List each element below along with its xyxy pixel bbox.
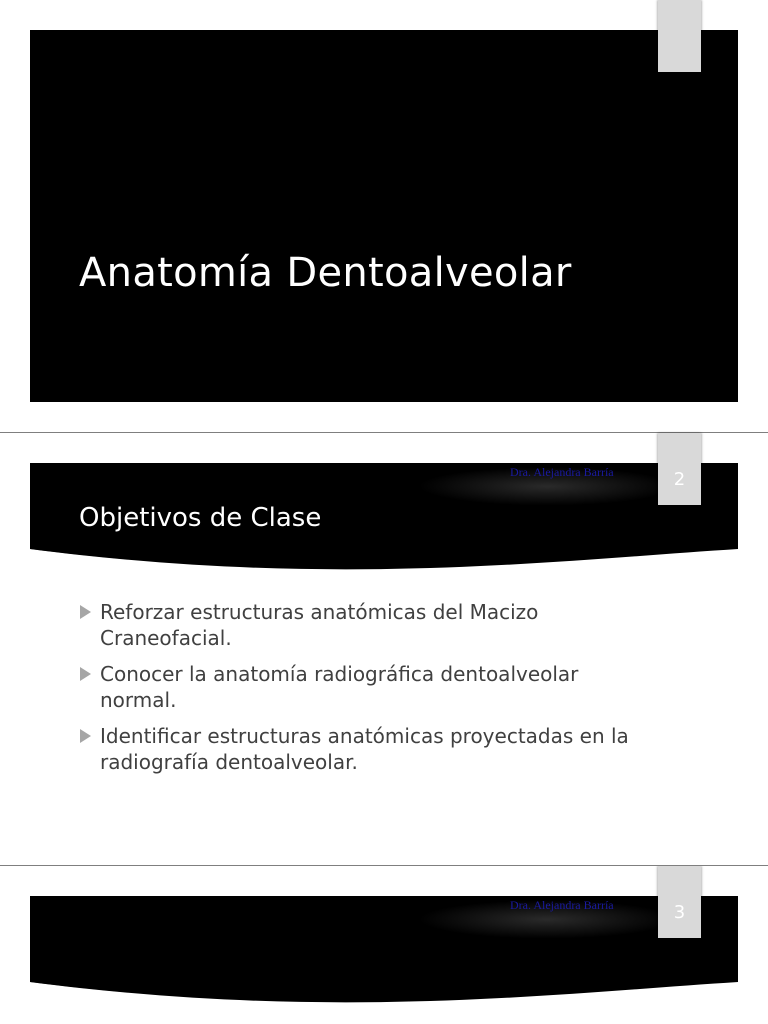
list-item — [80, 599, 640, 651]
author-watermark: Dra. Alejandra Barría — [510, 465, 614, 479]
slide-3 — [0, 866, 768, 1024]
slide-number: 2 — [673, 469, 686, 490]
presentation-title: Anatomía Dentoalveolar — [79, 250, 572, 296]
bullet-arrow-icon — [80, 729, 91, 743]
bullet-text: Conocer la anatomía radiográfica dentoalveolar normal. — [100, 662, 579, 712]
slide-number: 3 — [673, 902, 686, 923]
slide-2 — [0, 433, 768, 865]
title-slide-background — [30, 30, 738, 402]
list-item — [80, 661, 640, 713]
slide-number-tab — [658, 0, 701, 72]
bullet-arrow-icon — [80, 605, 91, 619]
bullet-text: Identificar estructuras anatómicas proyectadas en la radiografía dentoalveolar. — [100, 724, 629, 774]
title-band-shape — [30, 896, 738, 1002]
bullet-text: Reforzar estructuras anatómicas del Macizo Craneofacial. — [100, 600, 539, 650]
objectives-list — [80, 599, 640, 785]
list-item — [80, 723, 640, 775]
slide-1 — [0, 0, 768, 432]
slide-title: Objetivos de Clase — [79, 503, 322, 533]
bullet-arrow-icon — [80, 667, 91, 681]
author-watermark: Dra. Alejandra Barría — [510, 898, 614, 912]
title-band — [30, 896, 738, 1016]
